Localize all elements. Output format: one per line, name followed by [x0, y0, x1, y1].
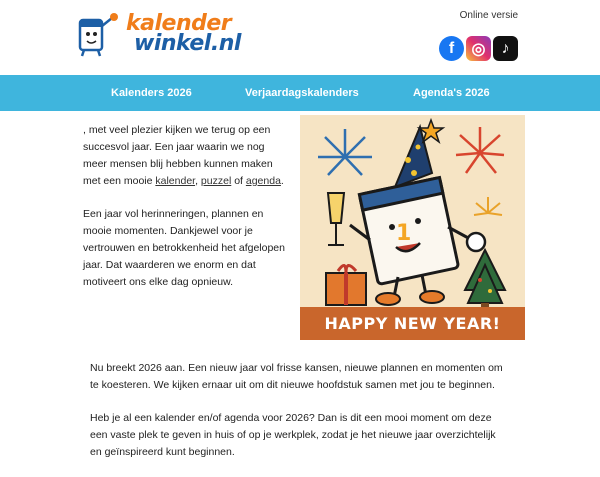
happy-new-year-image [300, 115, 525, 340]
separator-2: of [231, 175, 246, 187]
intro-paragraph-2: Een jaar vol herinneringen, plannen en mooie momenten. Dankjewel voor je vertrouwen en betrokkenheid het afgelopen jaar. Dat waarderen we enorm en dat motiveert ons elke dag opnieuw. [83, 208, 285, 288]
logo-line-2: winkel.nl [134, 31, 241, 56]
calendar-digit: 1 [396, 221, 412, 246]
christmas-tree-icon [465, 250, 505, 309]
champagne-glass-icon [328, 193, 344, 245]
brand-logo-text[interactable] [126, 11, 241, 56]
happy-new-year-banner: HAPPY NEW YEAR! [300, 307, 525, 340]
firework-right-icon [456, 127, 504, 173]
tiktok-icon[interactable]: ♪ [493, 36, 518, 61]
logo-line-1: kalender [126, 11, 232, 36]
main-body-text [90, 360, 510, 477]
email-header [0, 0, 600, 75]
kalender-link[interactable]: kalender [155, 175, 196, 187]
online-version-link[interactable]: Online versie [459, 10, 518, 21]
body-paragraph-2: Heb je al een kalender en/of agenda voor 2026? Dan is dit een mooi moment om deze een vaste plek te geven in huis of op je werkplek, zodat je het nieuwe jaar overzichtelijk en geïnspireerd kunt beginnen. [90, 412, 496, 458]
nav-item-kalenders[interactable]: Kalenders 2026 [111, 87, 192, 99]
agenda-link[interactable]: agenda [245, 175, 281, 187]
body-paragraph-1: Nu breekt 2026 aan. Een nieuw jaar vol frisse kansen, nieuwe plannen en momenten om te koesteren. We kijken ernaar uit om dit nieuwe hoofdstuk samen met jou te beginnen. [90, 362, 503, 391]
separator-1: , [195, 175, 201, 187]
firework-left-icon [318, 129, 372, 175]
nav-item-agendas[interactable]: Agenda's 2026 [413, 87, 490, 99]
intro-text [83, 122, 290, 307]
puzzel-link[interactable]: puzzel [200, 175, 232, 187]
intro-p1-end: . [280, 175, 284, 187]
facebook-icon[interactable]: f [439, 36, 464, 61]
gift-box-icon [326, 265, 366, 305]
instagram-icon[interactable]: ◎ [466, 36, 491, 61]
intro-p1-start: , met veel plezier kijken we terug op een succesvol jaar. Een jaar waarin we nog meer mensen blij hebben kunnen maken met een mooie [83, 124, 273, 187]
firework-small-icon [474, 197, 502, 215]
main-navigation [0, 75, 600, 111]
nav-item-verjaardagskalenders[interactable]: Verjaardagskalenders [245, 87, 359, 99]
intro-paragraph-1 [83, 122, 290, 190]
